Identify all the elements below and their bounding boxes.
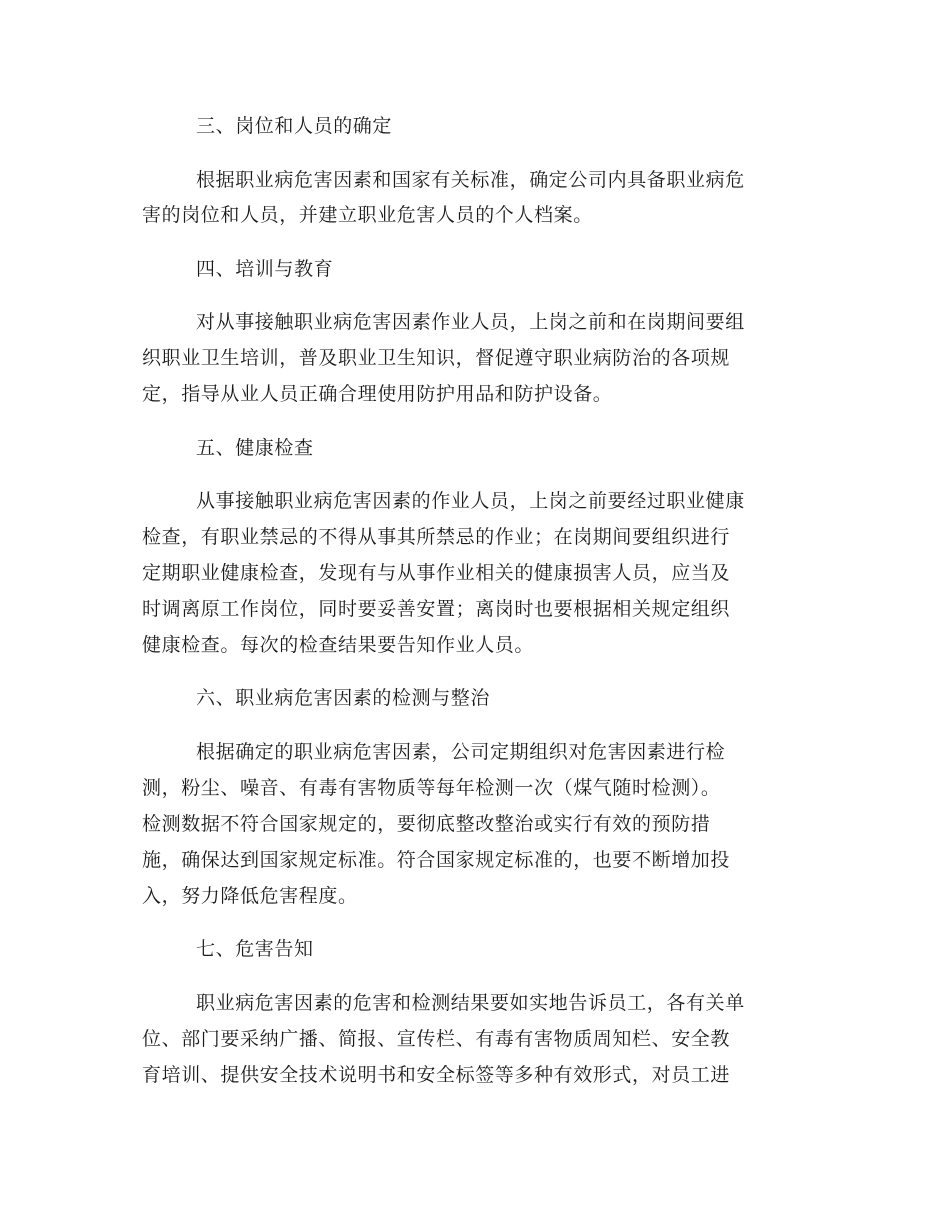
paragraph-line: 定期职业健康检查，发现有与从事作业相关的健康损害人员，应当及 bbox=[142, 562, 731, 584]
paragraph-line: 对从事接触职业病危害因素作业人员，上岗之前和在岗期间要组 bbox=[196, 311, 745, 333]
paragraph-line: 时调离原工作岗位，同时要妥善安置；离岗时也要根据相关规定组织 bbox=[142, 598, 731, 620]
paragraph-line: 职业病危害因素的危害和检测结果要如实地告诉员工，各有关单 bbox=[196, 992, 745, 1014]
paragraph-line: 检测数据不符合国家规定的，要彻底整改整治或实行有效的预防措 bbox=[142, 813, 711, 835]
paragraph-line: 从事接触职业病危害因素的作业人员，上岗之前要经过职业健康 bbox=[196, 490, 745, 512]
paragraph-line: 健康检查。每次的检查结果要告知作业人员。 bbox=[142, 634, 535, 656]
section-heading: 五、健康检查 bbox=[196, 437, 314, 459]
paragraph-line: 根据职业病危害因素和国家有关标准，确定公司内具备职业病危 bbox=[196, 169, 745, 191]
paragraph-line: 施，确保达到国家规定标准。符合国家规定标准的，也要不断增加投 bbox=[142, 849, 731, 871]
paragraph-line: 位、部门要采纳广播、简报、宣传栏、有毒有害物质周知栏、安全教 bbox=[142, 1028, 731, 1050]
paragraph-line: 织职业卫生培训，普及职业卫生知识，督促遵守职业病防治的各项规 bbox=[142, 347, 731, 369]
section-heading: 七、危害告知 bbox=[196, 938, 314, 960]
section-heading: 四、培训与教育 bbox=[196, 258, 334, 280]
paragraph-line: 测，粉尘、噪音、有毒有害物质等每年检测一次（煤气随时检测）。 bbox=[142, 777, 721, 799]
paragraph-line: 害的岗位和人员，并建立职业危害人员的个人档案。 bbox=[142, 204, 593, 226]
paragraph-line: 根据确定的职业病危害因素，公司定期组织对危害因素进行检 bbox=[196, 741, 726, 763]
section-heading: 三、岗位和人员的确定 bbox=[196, 115, 393, 137]
paragraph-line: 育培训、提供安全技术说明书和安全标签等多种有效形式，对员工进 bbox=[142, 1064, 731, 1086]
paragraph-line: 定，指导从业人员正确合理使用防护用品和防护设备。 bbox=[142, 383, 613, 405]
paragraph-line: 检查，有职业禁忌的不得从事其所禁忌的作业；在岗期间要组织进行 bbox=[142, 526, 731, 548]
section-heading: 六、职业病危害因素的检测与整治 bbox=[196, 687, 491, 709]
paragraph-line: 入，努力降低危害程度。 bbox=[142, 885, 358, 907]
